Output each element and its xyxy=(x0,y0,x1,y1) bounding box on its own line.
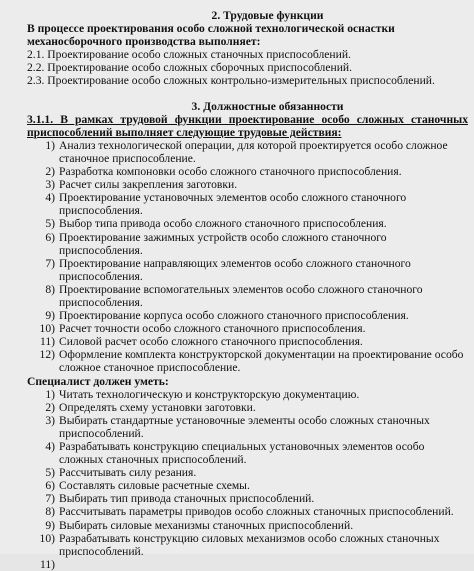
list-item: 3) Расчет силы закрепления заготовки. xyxy=(45,178,238,192)
list-item: 6) Составлять силовые расчетные схемы. xyxy=(45,479,250,493)
list-item: 9) Выбирать силовые механизмы станочных приспособлений. xyxy=(45,518,354,532)
section-2-item: 2.2. Проектирование особо сложных сборочных приспособлений. xyxy=(27,61,353,75)
list-item: 7) Проектирование направляющих элементов особо сложного станочного приспособления. xyxy=(45,256,411,283)
section-3-heading: 3. Должностные обязанности xyxy=(191,99,344,113)
section-2-heading: 2. Трудовые функции xyxy=(211,9,324,22)
list-item: 8) Рассчитывать параметры приводов особо сложных станочных приспособлений. xyxy=(45,505,454,519)
list-item: 4) Проектирование установочных элементов особо сложного станочного приспособления. xyxy=(45,191,407,218)
list-item: 2) Разработка компоновки особо сложного станочного приспособления. xyxy=(45,165,402,179)
list-item: 4) Разрабатывать конструкцию специальных установочных элементов особо сложных станочных приспособлений. xyxy=(45,440,425,467)
list-item: 8) Проектирование вспомогательных элементов особо сложного станочного приспособления. xyxy=(45,282,423,309)
list-item: 6) Проектирование зажимных устройств особо сложного станочного приспособления. xyxy=(45,230,387,257)
list-item: 11) Силовой расчет особо сложного станочного приспособления. xyxy=(39,335,363,349)
list-item: 9) Проектирование корпуса особо сложного станочного приспособления. xyxy=(45,309,409,323)
list-item: 2) Определять схему установки заготовки. xyxy=(45,400,256,414)
skills-heading: Специалист должен уметь: xyxy=(27,374,169,388)
list-item: 1) Анализ технологической операции, для которой проектируется особо сложное станочное приспособление. xyxy=(45,138,448,165)
list-item: 12) Оформление комплекта конструкторской документации на проектирование особо сложное станочное приспособление. xyxy=(39,348,464,375)
list-item: 10) Разрабатывать конструкцию силовых механизмов особо сложных станочных приспособлений. xyxy=(39,531,440,558)
list-item: 5) Рассчитывать силу резания. xyxy=(45,466,197,480)
section-2-item: 2.3. Проектирование особо сложных контрольно-измерительных приспособлений. xyxy=(27,74,435,88)
section-3-subsection-intro: 3.1.1. В рамках трудовой функции проектирование особо сложных станочных приспособлений выполняет следующие трудовые действия: xyxy=(27,112,468,139)
list-item: 10) Расчет точности особо сложного станочного приспособления. xyxy=(39,322,366,336)
list-item: 3) Выбирать стандартные установочные элементы особо сложных станочных приспособлений. xyxy=(45,413,430,440)
section-2-intro: В процессе проектирования особо сложной технологической оснастки механосборочного производства выполняет: xyxy=(27,22,395,49)
skills-list: 1) Читать технологическую и конструкторскую документацию. 2) Определять схему установки заготовки. 3) Выбирать стандартные установочные элементы особо сложных станочных приспособлений. 4) Разрабатывать конструкцию специальных установочных элементов особо сложных станочных приспособлений. 5) Рассчитывать силу резания. 6) Составлять силовые расчетные схемы. 7) Выбирать тип привода станочных приспособлений. 8) Рассчитывать параметры приводов особо сложных станочных приспособлений. 9) Выбирать силовые механизмы станочных приспособлений. 10) Разрабатывать конструкцию силовых механизмов особо сложных станочных приспособлений. 11) xyxy=(27,388,468,558)
list-item: 1) Читать технологическую и конструкторскую документацию. xyxy=(45,387,360,401)
list-item: 7) Выбирать тип привода станочных приспособлений. xyxy=(45,492,315,506)
labor-actions-list xyxy=(27,139,468,375)
list-item: 5) Выбор типа привода особо сложного станочного приспособления. xyxy=(45,217,387,231)
section-2-item: 2.1. Проектирование особо сложных станочных приспособлений. xyxy=(27,48,351,62)
